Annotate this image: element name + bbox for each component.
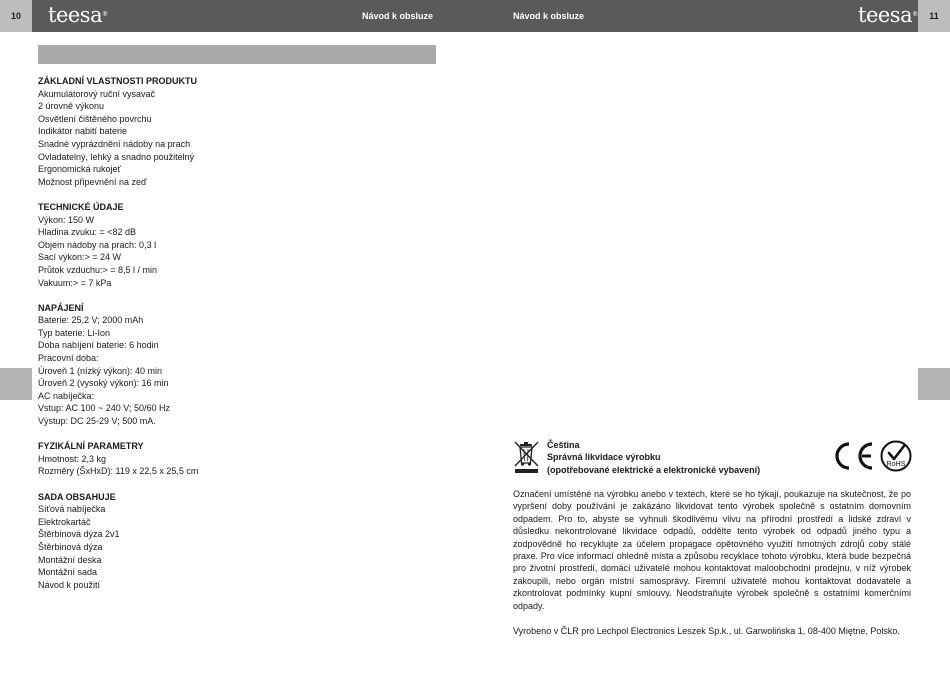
spec-line: 2 úrovně výkonu [38, 101, 105, 112]
spec-line: Osvětlení čištěného povrchu [38, 113, 152, 124]
section-heading: SADA OBSAHUJE [38, 491, 116, 502]
spec-line: Výkon: 150 W [38, 214, 95, 225]
language-label: Čeština [547, 440, 580, 450]
spec-line: Rozměry (ŠxHxD): 119 x 22,5 x 25,5 cm [38, 466, 199, 477]
ce-mark-icon [830, 440, 876, 472]
crossed-out-bin-icon [513, 440, 540, 474]
spec-line: Síťová nabíječka [38, 504, 106, 515]
rohs-label: RoHS [886, 461, 906, 468]
spec-line: Pracovní doba: [38, 353, 99, 364]
page-number-left: 10 [0, 0, 32, 32]
section-heading: ZÁKLADNÍ VLASTNOSTI PRODUKTU [38, 76, 197, 86]
brand-logo-text: teesa [48, 3, 103, 27]
spec-line: Ovladatelný, lehký a snadno použitelný [38, 151, 195, 162]
spec-line: Vstup: AC 100 ~ 240 V; 50/60 Hz [38, 403, 171, 414]
spec-line: Výstup: DC 25-29 V; 500 mA. [38, 416, 156, 427]
spec-line: Sací výkon:> = 24 W [38, 252, 122, 263]
disposal-title: Správná likvidace výrobku [547, 452, 661, 463]
spec-line: Úroveň 1 (nízký výkon): 40 min [38, 365, 163, 376]
spec-line: Montážní deska [38, 554, 102, 565]
manufacturer-note: Vyrobeno v ČLR pro Lechpol Electronics Leszek Sp.k., ul. Garwolińska 1, 08-400 Miętne, Polsko. [513, 626, 900, 636]
spec-line: Ergonomická rukojeť [38, 164, 121, 175]
spec-line: Baterie: 25,2 V; 2000 mAh [38, 315, 144, 326]
spec-line: Typ baterie: Li-Ion [38, 327, 111, 338]
section-heading: NAPÁJENÍ [38, 302, 84, 313]
header-title-left: Návod k obsluze [362, 11, 434, 21]
spec-line: AC nabíječka: [38, 390, 95, 401]
rohs-mark-icon [880, 440, 912, 472]
header-title-right: Návod k obsluze [513, 11, 585, 21]
page-number-right: 11 [918, 0, 950, 32]
brand-logo-right [858, 3, 918, 27]
spec-line: Průtok vzduchu:> = 8,5 l / min [38, 264, 158, 275]
trademark-symbol: ® [912, 11, 918, 18]
spec-line: Vakuum:> = 7 kPa [38, 277, 112, 288]
disposal-heading-block [547, 439, 760, 476]
disposal-body-text: Označení umístěné na výrobku anebo v textech, které se ho týkají, poukazuje na skutečnost, že po vypršení doby používání je zakázáno likvidovat tento výrobek společně s ostatním domovním odpadem. Pro to, abyste se vyhnuli škodlivému vlivu na přírodní prostředí a lidské zdraví v důsledku nekontrolované likvidace odpadů, oddělte tento výrobek od odpadů jiného typu a zodpovědně ho recyklujte za účelem propagace opětovného využití hmotných zdrojů coby stálé praxe. Pro více informací ohledně místa a způsobu recyklace tohoto výrobku, která bude bezpečná pro životní prostředí, domácí uživatelé mohou kontaktovat maloobchodní prodejnu, v níž výrobek zakoupili, nebo orgán místní samosprávy. Firemní uživatelé mohou kontaktovat dodavatele a zkontrolovat podmínky kupní smlouvy. Neodstraňujte výrobek společně s ostatními komerčními odpady. [513, 489, 911, 611]
spec-line: Doba nabíjení baterie: 6 hodin [38, 340, 159, 351]
page-edge-tab-right [918, 368, 950, 400]
section-banner [38, 45, 436, 64]
section-heading: FYZIKÁLNÍ PARAMETRY [38, 441, 144, 452]
spec-line: Štěrbinová dýza [38, 541, 103, 552]
spec-section-power [38, 302, 438, 428]
spec-line: Návod k použití [38, 579, 101, 590]
spec-section-package [38, 491, 438, 592]
product-spec-column [38, 75, 438, 604]
trademark-symbol: ® [102, 11, 108, 18]
spec-section-features [38, 75, 438, 188]
section-heading: TECHNICKÉ ÚDAJE [38, 201, 124, 212]
spec-line: Možnost připevnění na zeď [38, 176, 147, 187]
spec-line: Akumulátorový ruční vysavač [38, 88, 156, 99]
page-edge-tab-left [0, 368, 32, 400]
brand-logo-left [48, 3, 108, 27]
spec-section-physical [38, 440, 438, 478]
disposal-subtitle: (opotřebované elektrické a elektronické vybavení) [547, 464, 761, 475]
spec-line: Objem nádoby na prach: 0,3 l [38, 239, 157, 250]
spec-line: Montážní sada [38, 567, 98, 578]
spec-line: Hladina zvuku: = <82 dB [38, 227, 137, 238]
spec-line: Indikátor nabití baterie [38, 126, 128, 137]
brand-logo-text: teesa [858, 3, 913, 27]
spec-line: Štěrbinová dýza 2v1 [38, 529, 120, 540]
spec-line: Úroveň 2 (vysoký výkon): 16 min [38, 378, 169, 389]
spec-line: Elektrokartáč [38, 516, 91, 527]
spec-line: Hmotnost: 2,3 kg [38, 453, 107, 464]
spec-line: Snadné vyprázdnění nádoby na prach [38, 138, 191, 149]
spec-section-technical [38, 201, 438, 289]
